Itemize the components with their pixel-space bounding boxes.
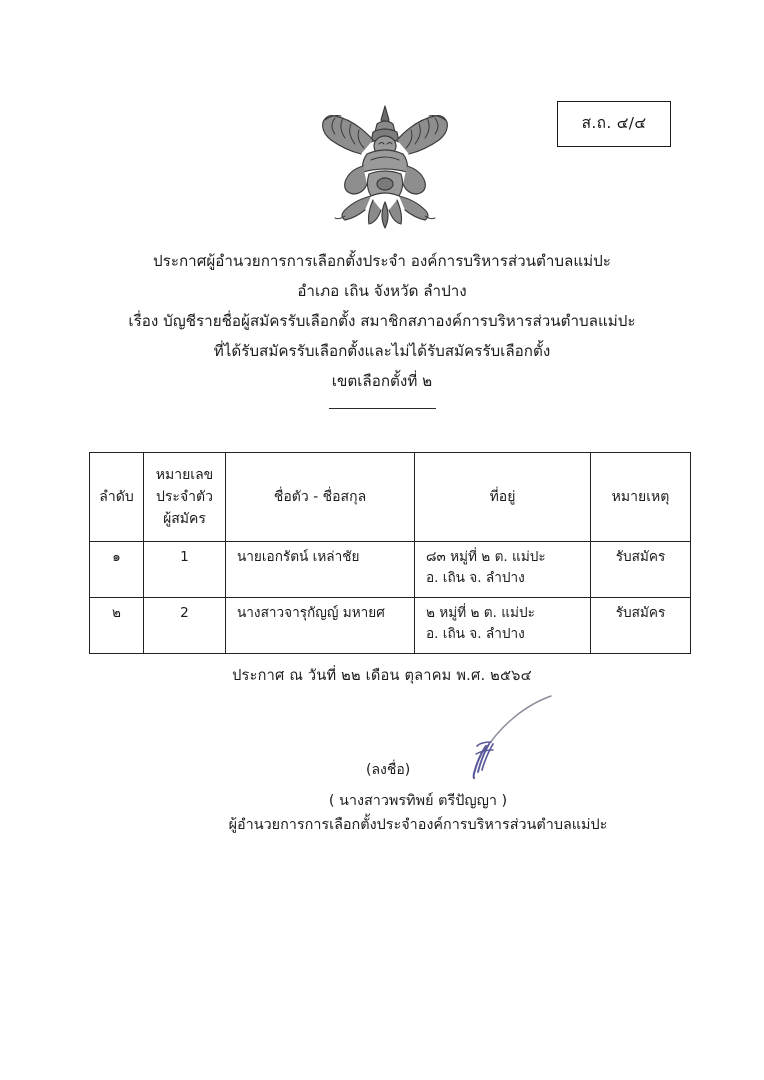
garuda-emblem [311, 96, 459, 232]
candidate-table [89, 452, 691, 654]
heading-line-5: เขตเลือกตั้งที่ ๒ [331, 372, 433, 390]
heading-line-3: เรื่อง บัญชีรายชื่อผู้สมัครรับเลือกตั้ง สมาชิกสภาองค์การบริหารส่วนตำบลแม่ปะ [128, 312, 636, 330]
column-header-remark: หมายเหตุ [591, 453, 691, 542]
table-header-row [90, 453, 691, 542]
column-header-number-line1: หมายเลข [155, 467, 214, 483]
cell-address-line-1: ๘๓ หมู่ที่ ๒ ต. แม่ปะ [426, 549, 546, 565]
cell-order: ๒ [90, 598, 144, 654]
column-header-order: ลำดับ [90, 453, 144, 542]
cell-remark: รับสมัคร [591, 542, 691, 598]
form-code-box [557, 101, 671, 147]
cell-order: ๑ [90, 542, 144, 598]
column-header-candidate-number [144, 453, 226, 542]
column-header-number-line3: ผู้สมัคร [163, 511, 206, 527]
column-header-number-line2: ประจำตัว [156, 489, 213, 505]
announcement-date: ประกาศ ณ วันที่ ๒๒ เดือน ตุลาคม พ.ศ. ๒๕๖๔ [232, 667, 532, 684]
column-header-address: ที่อยู่ [415, 453, 591, 542]
cell-address-line-2: อ. เถิน จ. ลำปาง [426, 570, 525, 586]
column-header-name: ชื่อตัว - ชื่อสกุล [226, 453, 415, 542]
cell-address [415, 542, 591, 598]
heading-line-4: ที่ได้รับสมัครรับเลือกตั้งและไม่ได้รับสมัครรับเลือกตั้ง [213, 342, 551, 360]
cell-address-line-1: ๒ หมู่ที่ ๒ ต. แม่ปะ [426, 605, 535, 621]
cell-candidate-number: 1 [144, 542, 226, 598]
heading-line-2: อำเภอ เถิน จังหวัด ลำปาง [297, 282, 467, 300]
signed-label: (ลงชื่อ) [366, 762, 411, 778]
cell-address [415, 598, 591, 654]
cell-remark: รับสมัคร [591, 598, 691, 654]
cell-address-line-2: อ. เถิน จ. ลำปาง [426, 626, 525, 642]
signer-name: ( นางสาวพรทิพย์ ตรีปัญญา ) [328, 793, 508, 809]
table-row [90, 542, 691, 598]
form-code-text: ส.ถ. ๔/๔ [581, 114, 647, 133]
heading-divider-rule [329, 408, 436, 409]
cell-candidate-number: 2 [144, 598, 226, 654]
signer-position: ผู้อำนวยการการเลือกตั้งประจำองค์การบริหารส่วนตำบลแม่ปะ [228, 817, 608, 833]
cell-name: นายเอกรัตน์ เหล่าชัย [226, 542, 415, 598]
table-row [90, 598, 691, 654]
document-heading [0, 246, 764, 396]
heading-line-1: ประกาศผู้อำนวยการการเลือกตั้งประจำ องค์การบริหารส่วนตำบลแม่ปะ [153, 252, 611, 270]
handwritten-signature [455, 694, 585, 780]
cell-name: นางสาวจารุกัญญ์ มหายศ [226, 598, 415, 654]
